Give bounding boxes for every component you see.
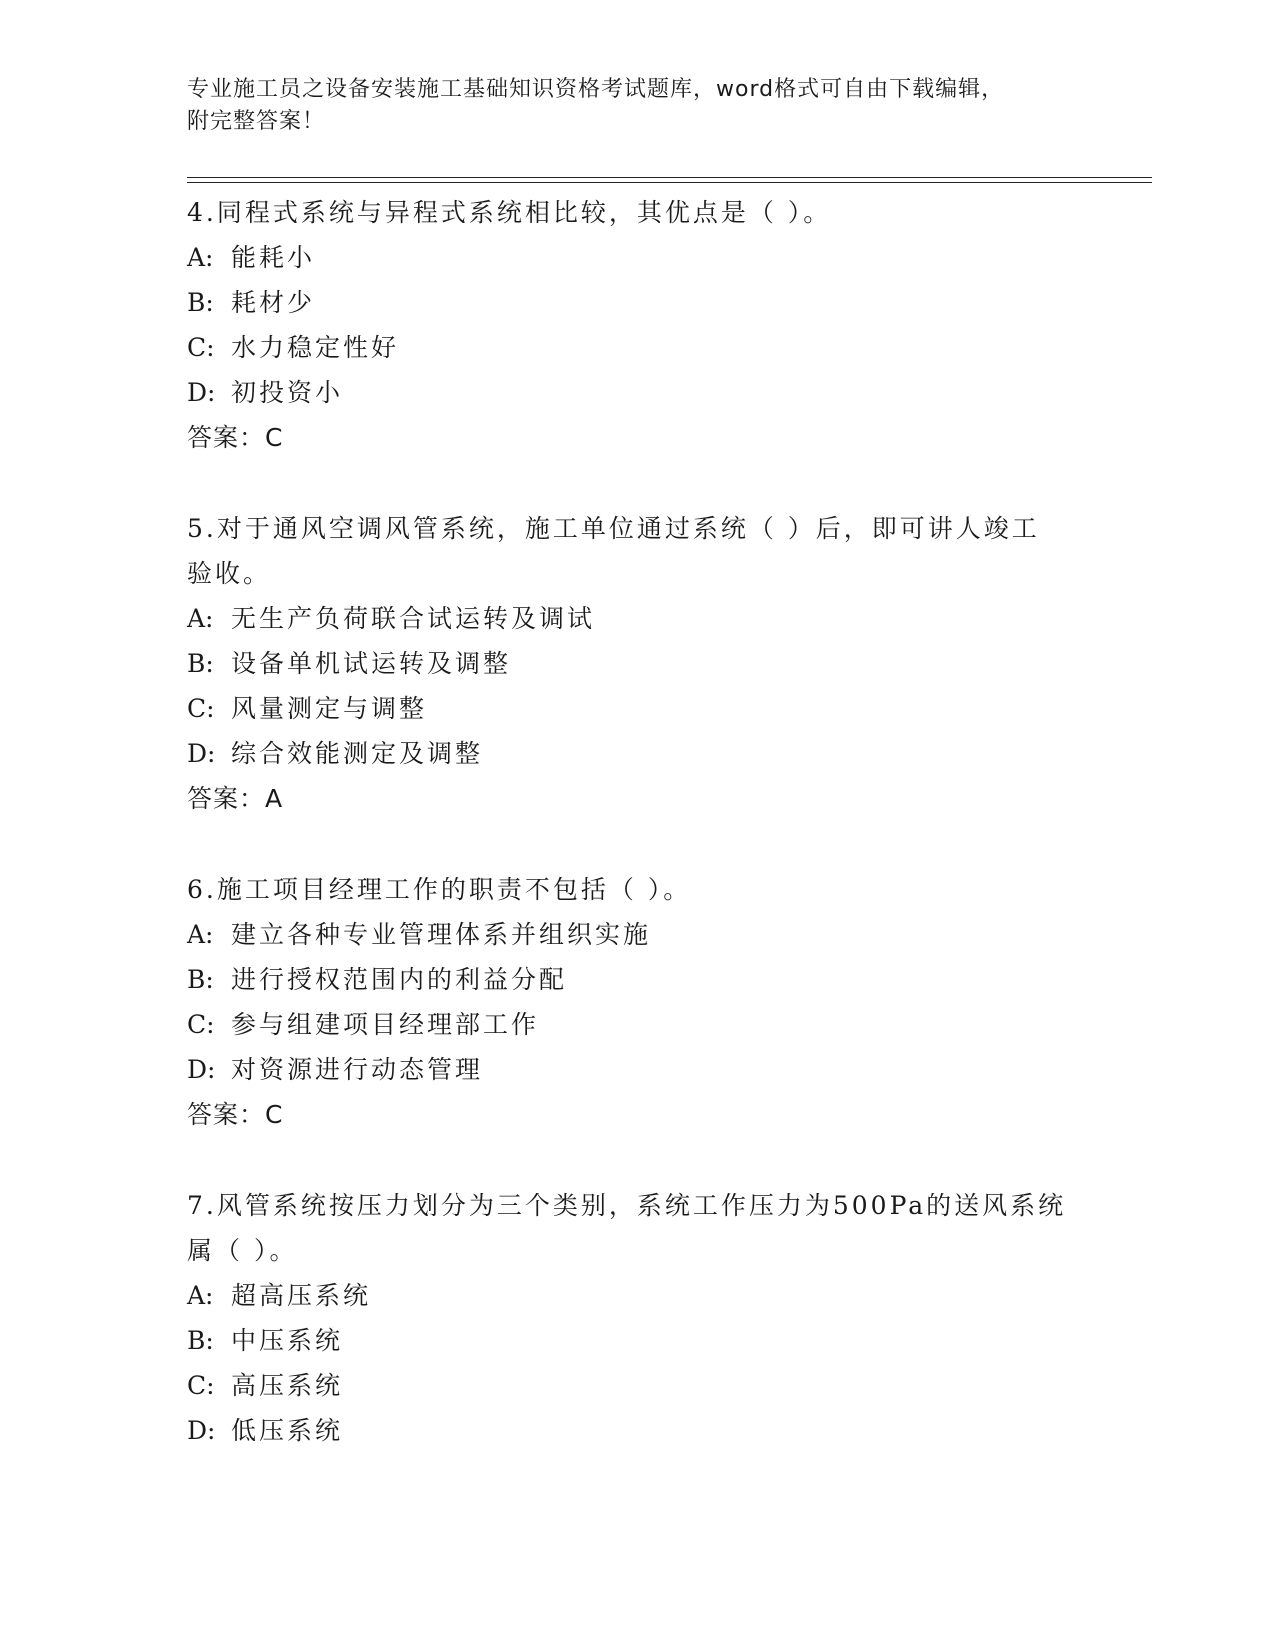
option-c <box>187 1002 1067 1047</box>
option-key: B: <box>187 965 214 994</box>
option-key: B: <box>187 1326 214 1355</box>
header-divider-top <box>187 177 1152 178</box>
answer-line: 答案：C <box>187 423 284 452</box>
option-key: A: <box>187 243 214 272</box>
option-b <box>187 280 1067 325</box>
option-text: 水力稳定性好 <box>231 333 400 362</box>
question-stem: 6.施工项目经理工作的职责不包括（ ）。 <box>187 875 692 904</box>
option-text: 建立各种专业管理体系并组织实施 <box>231 920 652 949</box>
header-line-1: 专业施工员之设备安装施工基础知识资格考试题库，word格式可自由下载编辑， <box>187 77 1005 102</box>
option-a <box>187 912 1067 957</box>
option-a <box>187 235 1067 280</box>
option-text: 进行授权范围内的利益分配 <box>231 965 568 994</box>
option-d <box>187 1408 1067 1453</box>
option-key: D: <box>187 378 216 407</box>
option-text: 风量测定与调整 <box>231 694 428 723</box>
option-b <box>187 641 1067 686</box>
option-key: A: <box>187 1281 214 1310</box>
header-divider-bottom <box>187 182 1152 183</box>
option-key: A: <box>187 920 214 949</box>
option-key: A: <box>187 604 214 633</box>
option-c <box>187 1363 1067 1408</box>
option-c <box>187 325 1067 370</box>
question-stem: 7.风管系统按压力划分为三个类别，系统工作压力为500Pa的送风系统属（ ）。 <box>187 1191 1067 1265</box>
option-b <box>187 957 1067 1002</box>
option-text: 设备单机试运转及调整 <box>231 649 512 678</box>
option-text: 中压系统 <box>231 1326 344 1355</box>
option-key: B: <box>187 649 214 678</box>
option-key: D: <box>187 1055 216 1084</box>
option-key: B: <box>187 288 214 317</box>
option-text: 能耗小 <box>231 243 316 272</box>
option-text: 无生产负荷联合试运转及调试 <box>231 604 596 633</box>
answer-line: 答案：A <box>187 784 284 813</box>
option-text: 综合效能测定及调整 <box>231 739 484 768</box>
answer-line: 答案：C <box>187 1100 284 1129</box>
question-7 <box>187 1183 1067 1453</box>
header-line-2: 附完整答案！ <box>187 109 326 134</box>
option-key: C: <box>187 333 215 362</box>
option-key: C: <box>187 1010 215 1039</box>
question-stem: 4.同程式系统与异程式系统相比较，其优点是（ ）。 <box>187 198 832 227</box>
option-a <box>187 1273 1067 1318</box>
option-key: D: <box>187 1416 216 1445</box>
option-d <box>187 731 1067 776</box>
question-4 <box>187 190 1067 460</box>
option-text: 参与组建项目经理部工作 <box>231 1010 540 1039</box>
question-6 <box>187 867 1067 1137</box>
option-text: 初投资小 <box>231 378 344 407</box>
option-text: 对资源进行动态管理 <box>231 1055 484 1084</box>
option-c <box>187 686 1067 731</box>
document-header <box>187 74 1067 138</box>
question-list <box>187 190 1067 1499</box>
option-d <box>187 1047 1067 1092</box>
option-text: 低压系统 <box>231 1416 344 1445</box>
question-stem: 5.对于通风空调风管系统，施工单位通过系统（ ）后，即可讲人竣工验收。 <box>187 514 1040 588</box>
option-a <box>187 596 1067 641</box>
question-5 <box>187 506 1067 821</box>
option-text: 超高压系统 <box>231 1281 372 1310</box>
option-key: D: <box>187 739 216 768</box>
option-d <box>187 370 1067 415</box>
option-b <box>187 1318 1067 1363</box>
option-text: 耗材少 <box>231 288 316 317</box>
option-text: 高压系统 <box>231 1371 344 1400</box>
option-key: C: <box>187 694 215 723</box>
option-key: C: <box>187 1371 215 1400</box>
